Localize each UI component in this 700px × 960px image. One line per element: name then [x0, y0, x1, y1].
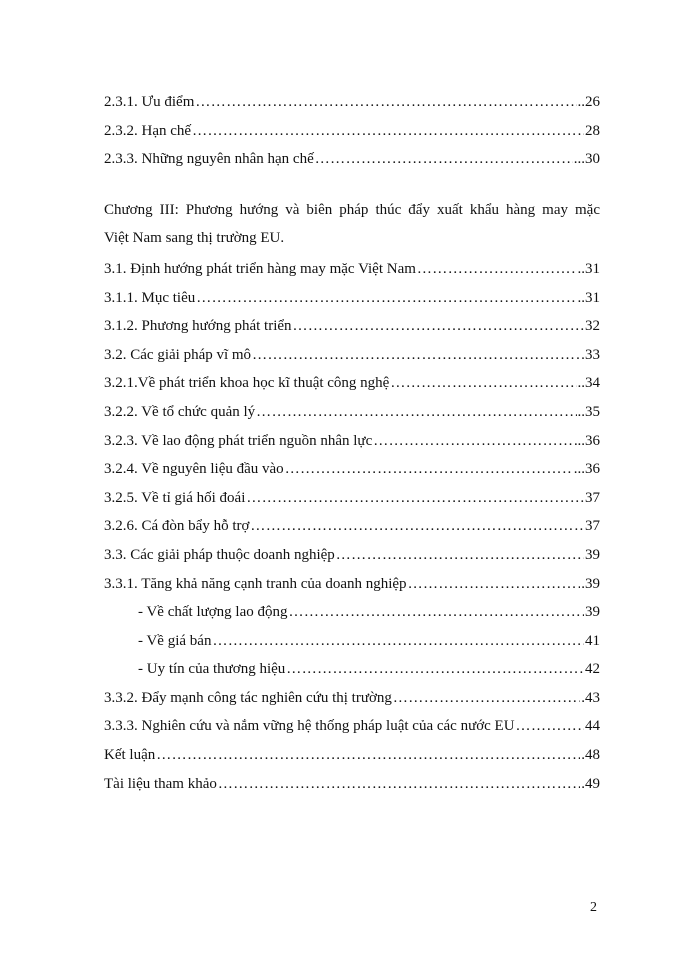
toc-entry-page: 44: [585, 718, 600, 735]
toc-entry-page: ..35: [577, 403, 600, 420]
toc-leader-dots: [417, 255, 577, 284]
toc-entry: [104, 312, 600, 341]
toc-leader-dots: [195, 88, 576, 117]
toc-entry: [104, 770, 600, 799]
toc-entry-label: Kết luận: [104, 747, 156, 764]
toc-entry-label: - Uy tín của thương hiệu: [138, 661, 286, 678]
toc-entry-page: 37: [585, 518, 600, 535]
toc-leader-dots: [252, 341, 584, 370]
toc-entry: [104, 627, 600, 656]
toc-entry-page: ..34: [577, 375, 600, 392]
toc-entry-page: 32: [585, 318, 600, 335]
toc-entry-label: 3.1.1. Mục tiêu: [104, 289, 196, 306]
toc-entry: [104, 712, 600, 741]
toc-leader-dots: [156, 741, 580, 770]
toc-leader-dots: [293, 312, 584, 341]
toc-leader-dots: [408, 570, 581, 599]
toc-entry: [104, 341, 600, 370]
toc-entry-label: 3.3.3. Nghiên cứu và nắm vững hệ thống pháp luật của các nước EU: [104, 718, 515, 735]
chapter-heading-line-1: Chương III: Phương hướng và biên pháp thúc đẩy xuất khẩu hàng may mặc: [104, 201, 600, 218]
toc-entry-page: .39: [581, 575, 600, 592]
toc-entry-label: 3.2. Các giải pháp vĩ mô: [104, 346, 252, 363]
toc-entry: [104, 741, 600, 770]
toc-entry: [104, 512, 600, 541]
toc-entry-label: 3.3. Các giải pháp thuộc doanh nghiệp: [104, 546, 335, 563]
toc-entry: [104, 598, 600, 627]
toc-leader-dots: [218, 770, 580, 799]
toc-entry: [104, 398, 600, 427]
toc-entry: [104, 570, 600, 599]
toc-entry: [104, 484, 600, 513]
toc-entry-page: 42: [585, 661, 600, 678]
toc-entry-label: 3.1. Định hướng phát triển hàng may mặc Việt Nam: [104, 260, 416, 277]
toc-entry: [104, 88, 600, 117]
toc-leader-dots: [373, 427, 576, 456]
toc-leader-dots: [516, 712, 584, 741]
toc-entry: [104, 255, 600, 284]
toc-entry-page: 39: [585, 604, 600, 621]
toc-leader-dots: [196, 284, 576, 313]
toc-entry-page: 28: [585, 122, 600, 139]
toc-entry-label: 3.2.2. Về tổ chức quản lý: [104, 403, 256, 420]
toc-leader-dots: [256, 398, 576, 427]
toc-entry-page: 39: [585, 546, 600, 563]
toc-entry: [104, 455, 600, 484]
toc-entry-label: Tài liệu tham khảo: [104, 775, 217, 792]
toc-entry-page: ..31: [577, 260, 600, 277]
toc-leader-dots: [192, 117, 584, 146]
toc-leader-dots: [336, 541, 584, 570]
toc-entry-label: 3.2.5. Về tỉ giá hối đoái: [104, 489, 246, 506]
toc-leader-dots: [393, 684, 580, 713]
toc-entry: [104, 655, 600, 684]
toc-leader-dots: [250, 512, 584, 541]
toc-entry: [104, 541, 600, 570]
toc-entry-page: .43: [581, 689, 600, 706]
toc-entry-label: - Về giá bán: [138, 632, 212, 649]
toc-entry-page: 33: [585, 346, 600, 363]
toc-entry-page: ..36: [577, 432, 600, 449]
toc-leader-dots: [286, 655, 584, 684]
chapter-heading: [104, 196, 600, 253]
toc-entry-label: 3.2.4. Về nguyên liệu đầu vào: [104, 461, 284, 478]
toc-entry-label: 3.2.1.Về phát triển khoa học kĩ thuật công nghệ: [104, 375, 390, 392]
toc-entry-label: - Về chất lượng lao động: [138, 604, 288, 621]
toc-entry-page: ..31: [577, 289, 600, 306]
toc-entry-page: 37: [585, 489, 600, 506]
toc-leader-dots: [246, 484, 584, 513]
toc-entry: [104, 284, 600, 313]
toc-leader-dots: [390, 369, 576, 398]
toc-entry-page: 41: [585, 632, 600, 649]
toc-leader-dots: [289, 598, 584, 627]
toc-entry-label: 3.3.2. Đẩy mạnh công tác nghiên cứu thị trường: [104, 689, 392, 706]
toc-entry: [104, 427, 600, 456]
toc-entry-page: ...30: [573, 151, 600, 168]
toc-entry-label: 2.3.3. Những nguyên nhân hạn chế: [104, 151, 314, 168]
toc-leader-dots: [212, 627, 584, 656]
toc-entry-page: ...36: [573, 461, 600, 478]
table-of-contents: [104, 88, 600, 798]
toc-entry-label: 3.2.3. Về lao động phát triển nguồn nhân lực: [104, 432, 373, 449]
page-number: 2: [590, 900, 597, 915]
toc-entry-page: .49: [581, 775, 600, 792]
toc-entry-label: 3.3.1. Tăng khả năng cạnh tranh của doanh nghiệp: [104, 575, 407, 592]
toc-entry-page: .48: [581, 747, 600, 764]
toc-entry-label: 3.2.6. Cá đòn bẩy hỗ trợ: [104, 518, 250, 535]
chapter-heading-line-2: Việt Nam sang thị trường EU.: [104, 230, 285, 247]
toc-entry: [104, 117, 600, 146]
toc-entry-label: 2.3.1. Ưu điểm: [104, 94, 195, 110]
toc-entry-label: 3.1.2. Phương hướng phát triển: [104, 318, 292, 335]
toc-entry-page: ..26: [577, 94, 600, 110]
toc-leader-dots: [315, 145, 573, 174]
toc-entry-label: 2.3.2. Hạn chế: [104, 122, 192, 139]
toc-leader-dots: [285, 455, 573, 484]
toc-entry: [104, 369, 600, 398]
toc-entry: [104, 684, 600, 713]
toc-entry: [104, 145, 600, 174]
